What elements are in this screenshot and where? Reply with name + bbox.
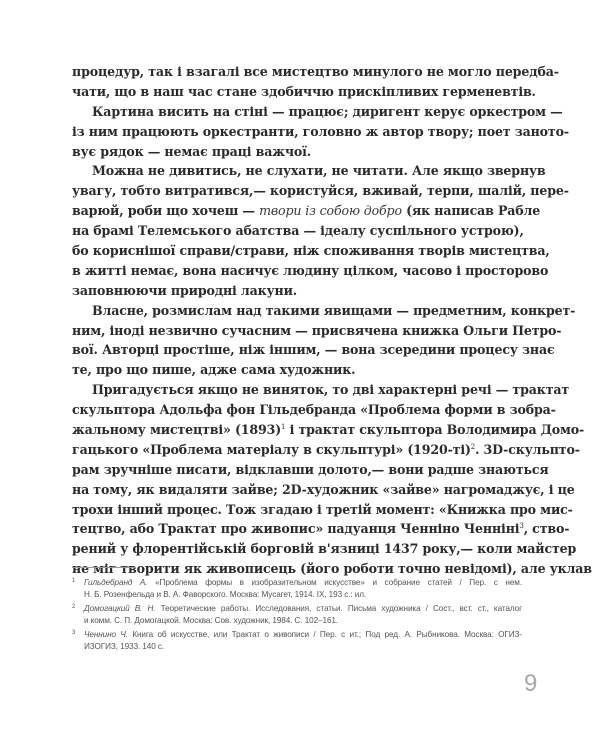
text-line: Картина висить на стіні — працює; диригент керує оркестром —	[92, 103, 563, 119]
footnote-number: 3	[72, 630, 76, 636]
footnote-line	[84, 603, 522, 615]
paragraph	[72, 62, 559, 102]
text-run: , ство-	[523, 521, 570, 537]
footnote-ref-1[interactable]: 1	[281, 422, 286, 431]
text-run: Теоретические работы. Исследования, статьи. Письма художника / Сост., вст. ст., каталог	[155, 604, 522, 613]
text-line: рам зручніше писати, відклавши долото,— вони радше знаються	[72, 461, 549, 477]
text-line: те, про що пише, адже сама художник.	[72, 362, 356, 378]
text-run: . 3D-скульпто-	[475, 441, 580, 457]
footnote-ref-3[interactable]: 3	[519, 522, 524, 531]
paragraph	[72, 380, 592, 579]
text-line: в житті немає, вона насичує людину цілком, часово і просторово	[72, 262, 549, 278]
text-line: рений у флорентійській борговій в'язниці 1437 року,— коли майстер	[72, 541, 577, 557]
footnote-line	[84, 577, 522, 589]
text-line: трохи інший процес. Тож згадаю і третій момент: «Книжка про мис-	[72, 501, 573, 517]
paragraph	[72, 301, 576, 381]
text-line: вої. Авторці простіше, ніж іншим, — вона зсередини процесу знає	[72, 342, 555, 358]
text-line: вує рядок — немає праці важчої.	[72, 143, 312, 159]
text-line: чати, що в наш час стане здобиччю прискіпливих герменевтів.	[72, 83, 536, 99]
text-line: ним, іноді незвично сучасним — присвячена книжка Ольги Петро-	[72, 322, 562, 338]
text-run: жальному мистецтві» (1893)	[72, 422, 282, 438]
footnote-2	[72, 603, 522, 627]
text-line: увагу, тобто витратився,— користуйся, вживай, терпи, шалій, пере-	[72, 183, 569, 199]
italic-quote: твори із собою добро	[259, 203, 402, 219]
text-line	[72, 201, 541, 221]
text-line: Можна не дивитись, не слухати, не читати. Але якщо звернув	[92, 163, 546, 179]
footnote-1	[72, 577, 522, 601]
page-number: 9	[524, 670, 538, 697]
text-line	[72, 420, 585, 440]
footnote-line: Н. Б. Розенфельда и В. А. Фаворского. Москва: Мусагет, 1914. IX, 193 с.: ил.	[84, 590, 367, 599]
footnotes	[72, 577, 522, 655]
footnote-number: 2	[72, 604, 76, 610]
text-line: із ним працюють оркестранти, головно ж автор твору; поет заното-	[72, 123, 569, 139]
text-line: Пригадується якщо не виняток, то дві характерні речі — трактат	[92, 382, 570, 398]
footnote-line	[84, 629, 522, 641]
paragraph	[72, 161, 569, 300]
footnote-line: и комм. С. П. Домогацкой. Москва: Сов. художник, 1984. С. 102–161.	[84, 616, 339, 625]
text-run: гацького «Проблема матеріалу в скульптурі» (1920-ті)	[72, 441, 471, 457]
text-run: «Проблема формы в изобразительном искусстве» и собрание статей / Пер. с нем.	[147, 578, 522, 587]
text-line: не міг творити як живописець (його роботи точно невідомі), але уклав	[72, 561, 592, 577]
text-line: на тому, як видаляти зайве; 2D-художник «зайве» нагромаджує, і це	[72, 481, 575, 497]
text-run: тецтво, або Трактат про живопис» падуанця Ченніно Ченніні	[72, 521, 520, 537]
text-line	[72, 519, 570, 539]
footnote-3	[72, 629, 522, 653]
text-line: Власне, розмислам над такими явищами — предметним, конкрет-	[92, 302, 576, 318]
paragraph	[72, 102, 569, 162]
text-run: варюй, роби що хочеш —	[72, 203, 260, 219]
footnote-author: Домогацкий В. Н.	[84, 604, 156, 613]
footnote-line: ИЗОГИЗ, 1933. 140 с.	[84, 642, 164, 651]
text-line: бо кориснішої справи/страви, ніж споживання творів мистецтва,	[72, 243, 550, 259]
text-run: (як написав Рабле	[401, 203, 541, 219]
text-line: процедур, так і взагалі все мистецтво минулого не могло передба-	[72, 64, 559, 79]
text-run: Книга об искусстве, или Трактат о живописи / Пер. с ит.; Под ред. А. Рыбникова. Москва: ОГИЗ-	[127, 630, 522, 639]
footnote-author: Гильдебранд А.	[84, 578, 148, 587]
body-text	[72, 62, 592, 579]
footnote-divider	[72, 567, 136, 568]
text-line: на брамі Телемського абатства — ідеалу суспільного устрою),	[72, 223, 524, 239]
text-line: заповнюючи природні лакуни.	[72, 282, 297, 298]
footnote-author: Ченнино Ч.	[84, 630, 128, 639]
text-line	[72, 440, 580, 460]
text-line: скульптора Адольфа фон Гільдебранда «Проблема форми в зобра-	[72, 402, 556, 418]
text-run: і трактат скульптора Володимира Домо-	[285, 422, 585, 438]
footnote-ref-2[interactable]: 2	[470, 442, 476, 451]
footnote-number: 1	[72, 578, 76, 584]
